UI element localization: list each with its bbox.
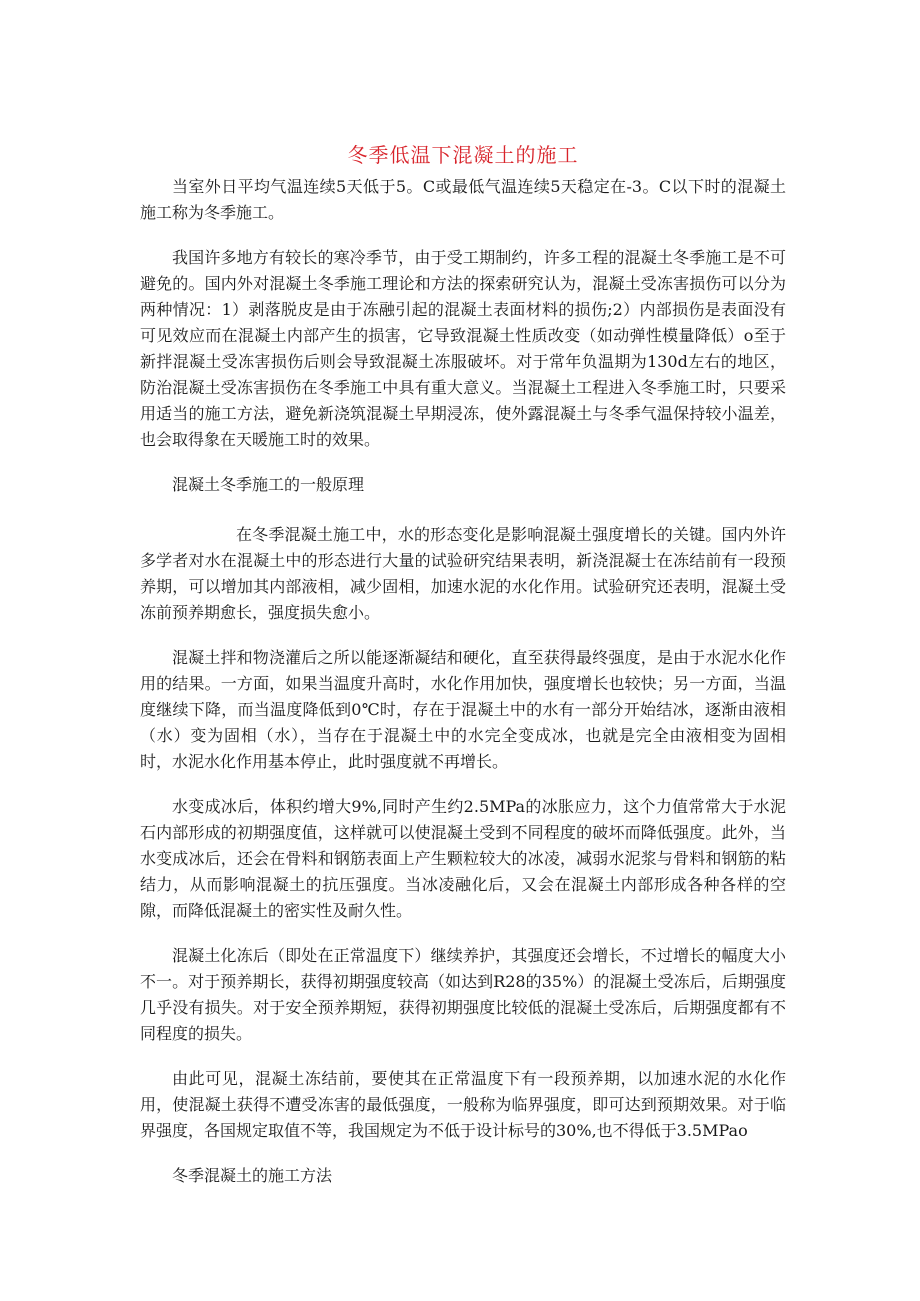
document-title: 冬季低温下混凝土的施工: [347, 143, 579, 167]
intro-paragraph-1: 当室外日平均气温连续5天低于5。C或最低气温连续5天稳定在-3。C以下时的混凝土施工称为冬季施工。: [140, 177, 786, 222]
intro-paragraph-2: 我国许多地方有较长的寒冷季节，由于受工期制约，许多工程的混凝土冬季施工是不可避免的。国内外对混凝土冬季施工理论和方法的探索研究认为，混凝土受冻害损伤可以分为两种情况：1）剥落脱皮是由于冻融引起的混凝土表面材料的损伤;2）内部损伤是表面没有可见效应而在混凝土内部产生的损害，它导致混凝土性质改变（如动弹性模量降低）o至于新拌混凝土受冻害损伤后则会导致混凝土冻服破坏。对于常年负温期为130d左右的地区，防治混凝土受冻害损伤在冬季施工中具有重大意义。当混凝土工程进入冬季施工时，只要采用适当的施工方法，避免新浇筑混凝土早期浸冻，使外露混凝土与冬季气温保持较小温差，也会取得象在天暖施工时的效果。: [140, 248, 786, 449]
section-heading-principles: 混凝土冬季施工的一般原理: [172, 475, 365, 494]
section-heading-methods: 冬季混凝土的施工方法: [172, 1166, 333, 1185]
principles-paragraph-2: 混凝土拌和物浇灌后之所以能逐渐凝结和硬化，直至获得最终强度，是由于水泥水化作用的结果。一方面，如果当温度升高时，水化作用加快，强度增长也较快；另一方面，当温度继续下降，而当温度降低到0℃时，存在于混凝土中的水有一部分开始结冰，逐渐由液相（水）变为固相（水），当存在于混凝土中的水完全变成冰，也就是完全由液相变为固相时，水泥水化作用基本停止，此时强度就不再增长。: [140, 648, 786, 771]
principles-paragraph-4: 混凝土化冻后（即处在正常温度下）继续养护，其强度还会增长，不过增长的幅度大小不一。对于预养期长，获得初期强度较高（如达到R28的35%）的混凝土受冻后，后期强度几乎没有损失。对于安全预养期短，获得初期强度比较低的混凝土受冻后，后期强度都有不同程度的损失。: [140, 946, 786, 1043]
document-page: [140, 140, 786, 1213]
principles-paragraph-3: 水变成冰后，体积约增大9%,同时产生约2.5MPa的冰胀应力，这个力值常常大于水泥石内部形成的初期强度值，这样就可以使混凝土受到不同程度的破坏而降低强度。此外，当水变成冰后，还会在骨料和钢筋表面上产生颗粒较大的冰凌，减弱水泥浆与骨料和钢筋的粘结力，从而影响混凝土的抗压强度。当冰凌融化后，又会在混凝土内部形成各种各样的空隙，而降低混凝土的密实性及耐久性。: [140, 797, 786, 920]
principles-paragraph-1: 在冬季混凝土施工中，水的形态变化是影响混凝土强度增长的关键。国内外许多学者对水在混凝土中的形态进行大量的试验研究结果表明，新浇混凝士在冻结前有一段预养期，可以增加其内部液相，减少固相，加速水泥的水化作用。试验研究还表明，混凝土受冻前预养期愈长，强度损失愈小。: [140, 525, 786, 622]
principles-paragraph-5: 由此可见，混凝土冻结前，要使其在正常温度下有一段预养期，以加速水泥的水化作用，使混凝土获得不遭受冻害的最低强度，一般称为临界强度，即可达到预期效果。对于临界强度，各国规定取值不等，我国规定为不低于设计标号的30%,也不得低于3.5MPao: [140, 1069, 786, 1140]
